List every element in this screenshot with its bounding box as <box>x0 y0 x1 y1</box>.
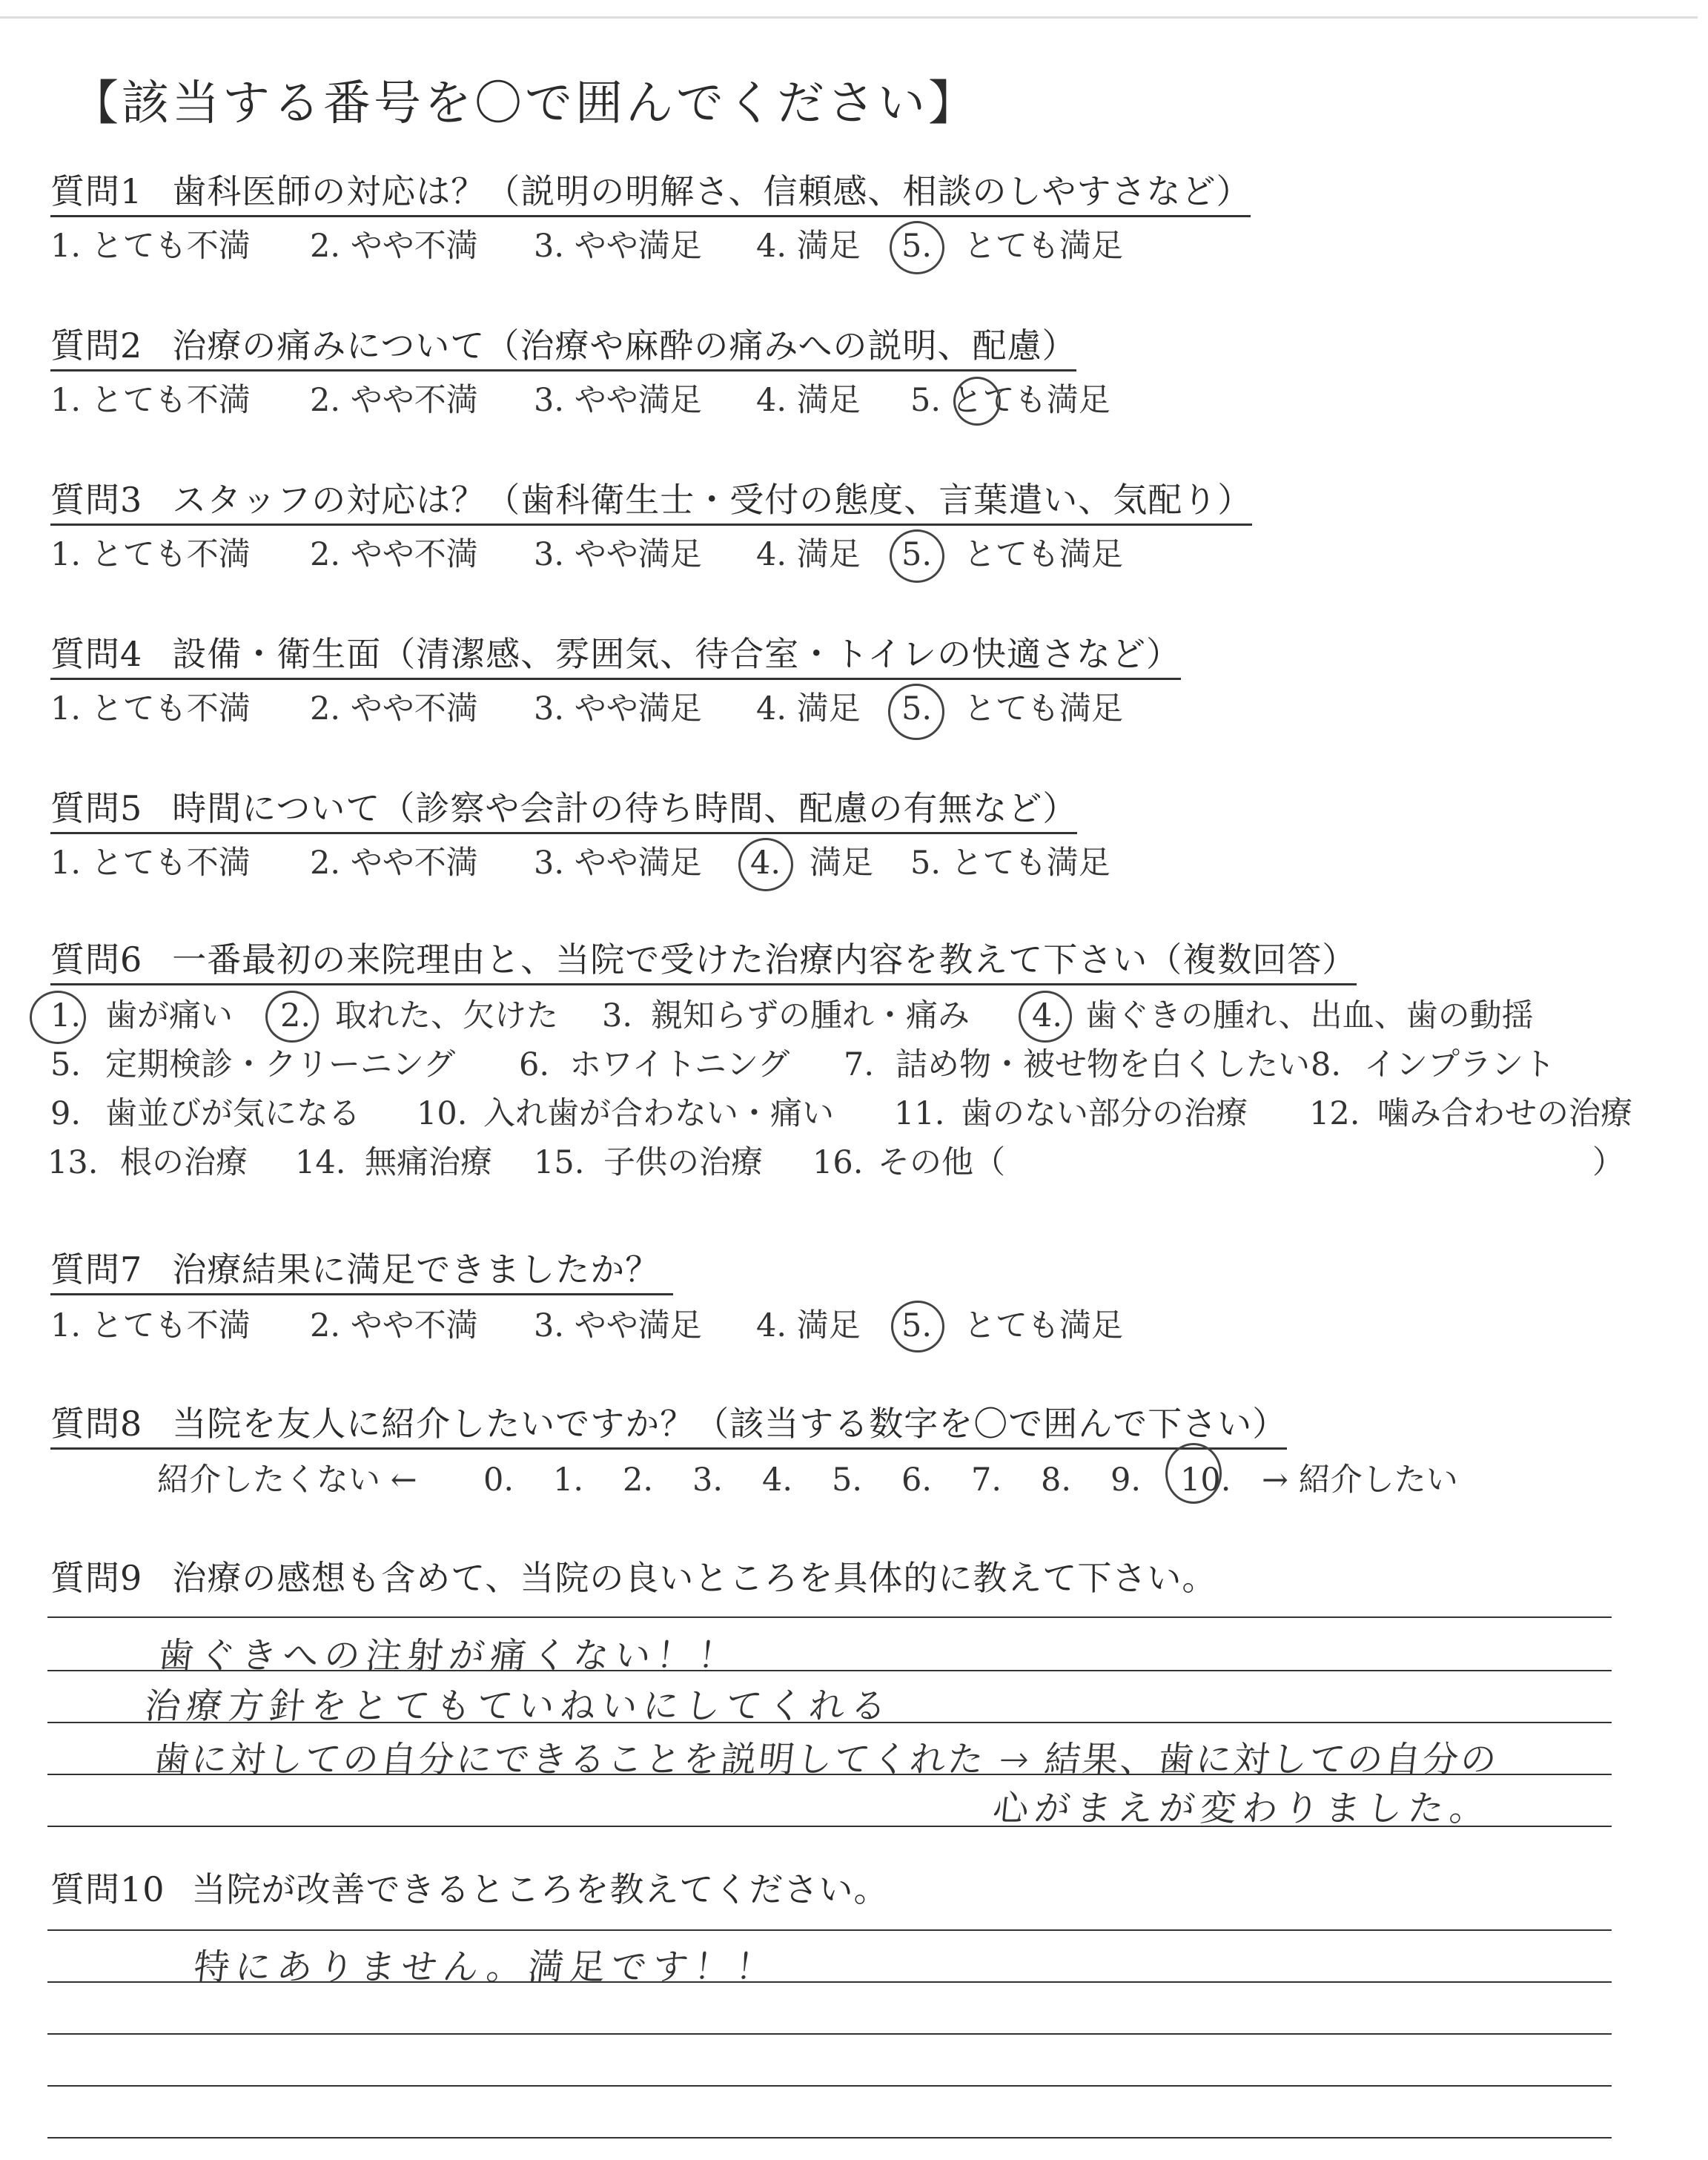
q5-option-1[interactable]: 1. とても不満 <box>50 845 251 882</box>
question-1-text: 歯科医師の対応は？（説明の明解さ、信頼感、相談のしやすさなど） <box>172 171 1251 211</box>
question-4-label: 質問4 <box>50 634 143 674</box>
q9-handwritten-line-3: 歯に対しての自分にできることを説明してくれた → 結果、歯に対しての自分の <box>151 1739 1501 1780</box>
question-10-heading <box>50 1867 889 1912</box>
question-7-heading <box>50 1247 673 1295</box>
q6-answer-circle-4 <box>1019 991 1072 1043</box>
q1-option-5-label[interactable]: とても満足 <box>964 228 1123 265</box>
q2-option-1[interactable]: 1. とても不満 <box>50 382 251 419</box>
q5-option-4-number[interactable]: 4. <box>750 845 781 882</box>
question-3-options <box>50 534 1681 578</box>
question-8-heading <box>50 1401 1287 1450</box>
question-3-heading <box>50 478 1252 526</box>
q8-option-5[interactable]: 5. <box>832 1462 863 1499</box>
question-9-label: 質問9 <box>50 1558 143 1598</box>
question-2-text: 治療の痛みについて（治療や麻酔の痛みへの説明、配慮） <box>172 326 1077 366</box>
question-9-text: 治療の感想も含めて、当院の良いところを具体的に教えて下さい。 <box>172 1558 1217 1598</box>
q3-option-1[interactable]: 1. とても不満 <box>50 536 251 573</box>
q6-opt5-num[interactable]: 5. <box>50 1046 82 1083</box>
question-10-label: 質問10 <box>50 1869 165 1909</box>
q8-option-0[interactable]: 0. <box>483 1462 514 1499</box>
question-2-heading <box>50 323 1076 371</box>
q5-option-5[interactable]: 5. とても満足 <box>910 845 1110 882</box>
q6-opt13-num[interactable]: 13. <box>47 1144 99 1181</box>
q4-option-1[interactable]: 1. とても不満 <box>50 690 251 727</box>
q5-option-2[interactable]: 2. やや不満 <box>310 845 478 882</box>
q6-opt3-label[interactable]: 親知らずの腫れ・痛み <box>651 997 970 1034</box>
q6-opt10-num[interactable]: 10. <box>417 1095 468 1132</box>
q3-option-3[interactable]: 3. やや満足 <box>534 536 702 573</box>
q7-option-3[interactable]: 3. やや満足 <box>534 1307 702 1344</box>
q3-answer-circle <box>890 529 944 583</box>
q8-option-9[interactable]: 9. <box>1110 1462 1142 1499</box>
q6-opt14-label[interactable]: 無痛治療 <box>365 1144 492 1181</box>
q2-option-5[interactable]: 5. とても満足 <box>910 382 1110 419</box>
q3-option-4[interactable]: 4. 満足 <box>756 536 861 573</box>
q10-rule-1 <box>47 1929 1612 1931</box>
q8-answer-circle <box>1165 1443 1222 1504</box>
question-5-heading <box>50 786 1077 834</box>
q6-opt12-num[interactable]: 12. <box>1309 1095 1360 1132</box>
q2-option-3[interactable]: 3. やや満足 <box>534 382 702 419</box>
question-6-text: 一番最初の来院理由と、当院で受けた治療内容を教えて下さい（複数回答） <box>172 939 1357 980</box>
q8-option-3[interactable]: 3. <box>692 1462 724 1499</box>
q3-option-2[interactable]: 2. やや不満 <box>310 536 478 573</box>
q6-opt8-num[interactable]: 8. <box>1311 1046 1342 1083</box>
q6-opt15-num[interactable]: 15. <box>534 1144 585 1181</box>
q2-option-2[interactable]: 2. やや不満 <box>310 382 478 419</box>
q8-option-8[interactable]: 8. <box>1041 1462 1072 1499</box>
q6-opt11-num[interactable]: 11. <box>894 1095 945 1132</box>
q2-option-4[interactable]: 4. 満足 <box>756 382 861 419</box>
q10-rule-5 <box>47 2137 1612 2138</box>
question-8-text: 当院を友人に紹介したいですか？（該当する数字を〇で囲んで下さい） <box>172 1404 1288 1444</box>
q8-option-7[interactable]: 7. <box>971 1462 1002 1499</box>
q8-option-10[interactable]: 10. <box>1180 1462 1231 1499</box>
question-4-options <box>50 688 1681 733</box>
question-5-text: 時間について（診察や会計の待ち時間、配慮の有無など） <box>172 788 1078 828</box>
question-10-text: 当院が改善できるところを教えてください。 <box>191 1869 889 1909</box>
form-title: 【該当する番号を〇で囲んでください】 <box>71 76 979 131</box>
question-8-label: 質問8 <box>50 1404 143 1444</box>
q9-handwritten-line-2: 治療方針をとてもていねいにしてくれる <box>142 1685 895 1727</box>
q4-option-5-label[interactable]: とても満足 <box>964 690 1123 727</box>
question-4-heading <box>50 632 1181 680</box>
q6-opt11-label[interactable]: 歯のない部分の治療 <box>961 1095 1248 1132</box>
q6-opt15-label[interactable]: 子供の治療 <box>603 1144 763 1181</box>
question-6-label: 質問6 <box>50 939 143 980</box>
q6-opt16-num[interactable]: 16. <box>812 1144 864 1181</box>
q1-option-3[interactable]: 3. やや満足 <box>534 228 702 265</box>
q8-option-6[interactable]: 6. <box>901 1462 933 1499</box>
q10-rule-3 <box>47 2033 1612 2035</box>
q7-option-5-number[interactable]: 5. <box>901 1307 933 1344</box>
q8-option-2[interactable]: 2. <box>623 1462 654 1499</box>
q6-opt16-label[interactable]: その他（ <box>878 1144 1005 1181</box>
question-2-label: 質問2 <box>50 326 143 366</box>
q2-answer-circle <box>953 377 1001 426</box>
question-5-label: 質問5 <box>50 788 143 828</box>
q6-options-row-3 <box>50 1093 1681 1137</box>
q8-option-1[interactable]: 1. <box>553 1462 584 1499</box>
q6-opt1-label[interactable]: 歯が痛い <box>105 997 233 1034</box>
question-2-options <box>50 380 1681 424</box>
q6-options-row-1 <box>50 995 1681 1040</box>
question-4-text: 設備・衛生面（清潔感、雰囲気、待合室・トイレの快適さなど） <box>172 634 1181 674</box>
q4-option-3[interactable]: 3. やや満足 <box>534 690 702 727</box>
q6-opt2-label[interactable]: 取れた、欠けた <box>335 997 558 1034</box>
q9-handwritten-line-4: 心がまえが変わりました。 <box>990 1788 1494 1829</box>
question-3-label: 質問3 <box>50 480 143 520</box>
q5-answer-circle <box>738 838 793 891</box>
q7-option-1[interactable]: 1. とても不満 <box>50 1307 251 1344</box>
q8-right-label: → 紹介したい <box>1262 1462 1458 1499</box>
question-3-text: スタッフの対応は？（歯科衛生士・受付の態度、言葉遣い、気配り） <box>172 480 1253 520</box>
q8-left-label: 紹介したくない ← <box>157 1462 417 1499</box>
question-8-scale <box>50 1459 1681 1504</box>
q1-option-5-number[interactable]: 5. <box>901 228 933 265</box>
question-1-options <box>50 225 1681 270</box>
q10-rule-4 <box>47 2085 1612 2087</box>
q7-option-5-label[interactable]: とても満足 <box>964 1307 1123 1344</box>
q6-opt9-label[interactable]: 歯並びが気になる <box>105 1095 360 1132</box>
q4-option-5-number[interactable]: 5. <box>901 690 933 727</box>
q6-opt10-label[interactable]: 入れ歯が合わない・痛い <box>483 1095 834 1132</box>
q9-handwritten-line-1: 歯ぐきへの注射が痛くない！！ <box>156 1635 742 1677</box>
q10-handwritten-line-1: 特にありません。満足です！！ <box>191 1946 780 1988</box>
q6-opt4-num[interactable]: 4. <box>1032 997 1063 1034</box>
q7-option-4[interactable]: 4. 満足 <box>756 1307 861 1344</box>
question-1-label: 質問1 <box>50 171 143 211</box>
q3-option-5-label[interactable]: とても満足 <box>964 536 1123 573</box>
q6-opt7-num[interactable]: 7. <box>844 1046 875 1083</box>
q4-option-2[interactable]: 2. やや不満 <box>310 690 478 727</box>
q5-option-3[interactable]: 3. やや満足 <box>534 845 702 882</box>
scan-top-edge <box>0 16 1698 19</box>
q4-option-4[interactable]: 4. 満足 <box>756 690 861 727</box>
q6-opt2-num[interactable]: 2. <box>280 997 311 1034</box>
question-7-label: 質問7 <box>50 1249 143 1289</box>
q6-opt12-label[interactable]: 噛み合わせの治療 <box>1377 1095 1632 1132</box>
q1-answer-circle <box>890 221 944 274</box>
q7-option-2[interactable]: 2. やや不満 <box>310 1307 478 1344</box>
q6-options-row-2 <box>50 1044 1681 1089</box>
q7-answer-circle <box>891 1301 944 1353</box>
question-9-heading <box>50 1556 1217 1600</box>
q6-opt3-num[interactable]: 3. <box>602 997 633 1034</box>
q6-answer-circle-2 <box>265 991 319 1043</box>
q4-answer-circle <box>888 684 944 740</box>
q9-rule-1 <box>47 1616 1612 1618</box>
q6-opt1-num[interactable]: 1. <box>50 997 82 1034</box>
q1-option-2[interactable]: 2. やや不満 <box>310 228 478 265</box>
q6-answer-circle-1 <box>30 991 86 1044</box>
q6-opt7-label[interactable]: 詰め物・被せ物を白くしたい <box>896 1046 1310 1083</box>
q6-opt16-close-paren: ） <box>1592 1144 1624 1181</box>
q1-option-1[interactable]: 1. とても不満 <box>50 228 251 265</box>
q3-option-5-number[interactable]: 5. <box>901 536 933 573</box>
question-1-heading <box>50 169 1251 217</box>
q5-option-4-label[interactable]: 満足 <box>810 845 873 882</box>
question-7-options <box>50 1305 1681 1350</box>
q1-option-4[interactable]: 4. 満足 <box>756 228 861 265</box>
question-7-text: 治療結果に満足できましたか？ <box>172 1249 661 1289</box>
q8-option-4[interactable]: 4. <box>762 1462 793 1499</box>
q6-opt13-label[interactable]: 根の治療 <box>120 1144 248 1181</box>
q6-opt8-label[interactable]: インプラント <box>1364 1046 1555 1083</box>
q6-opt6-label[interactable]: ホワイトニング <box>569 1046 790 1083</box>
q6-opt9-num[interactable]: 9. <box>50 1095 82 1132</box>
q6-options-row-4 <box>47 1142 1681 1186</box>
question-5-options <box>50 842 1681 887</box>
q6-opt14-num[interactable]: 14. <box>295 1144 346 1181</box>
question-6-heading <box>50 937 1357 985</box>
q6-opt6-num[interactable]: 6. <box>519 1046 550 1083</box>
q6-opt5-label[interactable]: 定期検診・クリーニング <box>105 1046 456 1083</box>
q6-opt4-label[interactable]: 歯ぐきの腫れ、出血、歯の動揺 <box>1085 997 1534 1034</box>
